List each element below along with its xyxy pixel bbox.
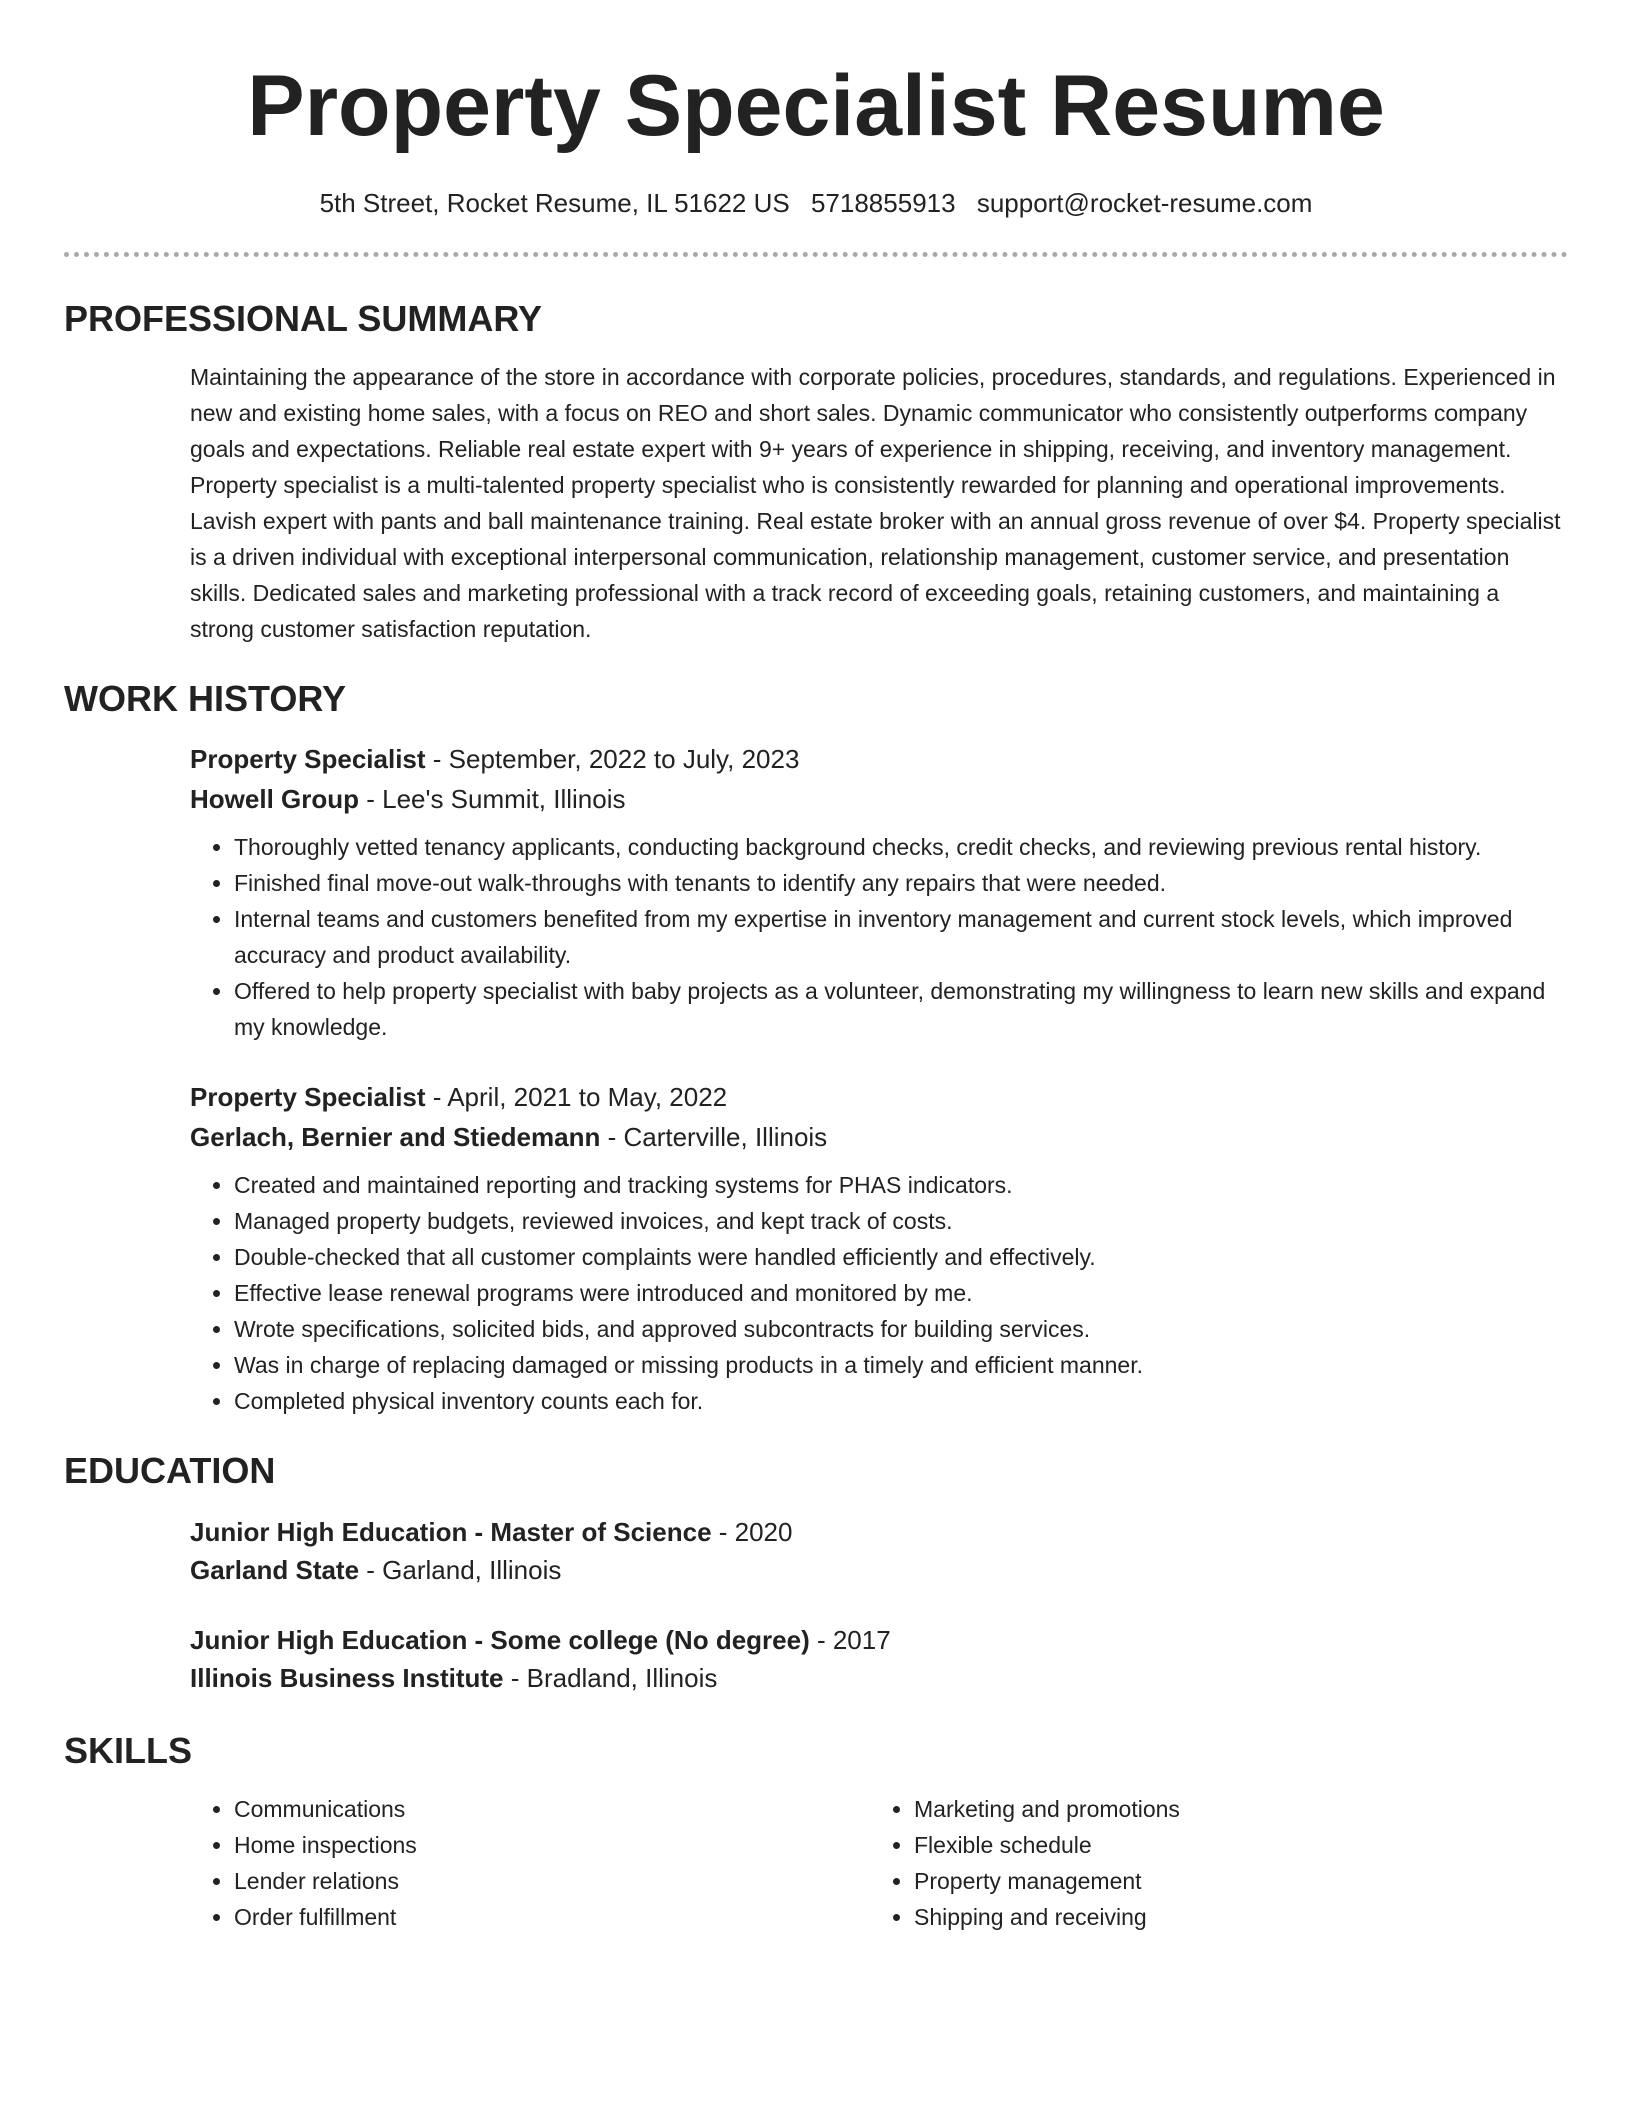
job-entry (190, 1077, 1568, 1419)
work-history-section (190, 739, 1568, 1419)
list-item: • Completed physical inventory counts each for. (234, 1383, 1568, 1419)
skills-section (190, 1791, 1568, 1935)
education-school: Illinois Business Institute (190, 1663, 504, 1693)
job-company: Gerlach, Bernier and Stiedemann (190, 1122, 601, 1152)
skill-item: • Shipping and receiving (914, 1899, 1550, 1935)
job-company-line (190, 1117, 1568, 1157)
page-title: Property Specialist Resume (247, 58, 1385, 154)
education-entry (190, 1621, 1568, 1697)
education-degree: Junior High Education - Master of Science (190, 1517, 712, 1547)
education-location: - Garland, Illinois (359, 1555, 562, 1585)
skill-item: • Marketing and promotions (914, 1791, 1550, 1827)
list-item: • Wrote specifications, solicited bids, and approved subcontracts for building services. (234, 1311, 1568, 1347)
job-company-line (190, 779, 1568, 819)
contact-email: support@rocket-resume.com (976, 188, 1313, 218)
skills-column-right (870, 1791, 1550, 1935)
skill-item: • Communications (234, 1791, 870, 1827)
contact-phone: 5718855913 (810, 188, 956, 218)
education-year: - 2017 (809, 1625, 891, 1655)
education-location: - Bradland, Illinois (503, 1663, 718, 1693)
list-item: • Double-checked that all customer complaints were handled efficiently and effectively. (234, 1239, 1568, 1275)
job-entry (190, 739, 1568, 1045)
skills-list-left (190, 1791, 870, 1935)
job-bullets (190, 1167, 1568, 1419)
list-item: • Finished final move-out walk-throughs with tenants to identify any repairs that were needed. (234, 865, 1568, 901)
summary-text: Maintaining the appearance of the store in accordance with corporate policies, procedures, standards, and regulations. Experienced in new and existing home sales, with a focus on REO and short sales. Dynamic communicator who consistently outperforms company goals and expectations. Reliable real estate expert with 9+ years of experience in shipping, receiving, and inventory management. Property specialist is a multi-talented property specialist who is consistently rewarded for planning and operational improvements. Lavish expert with pants and ball maintenance training. Real estate broker with an annual gross revenue of over $4. Property specialist is a driven individual with exceptional interpersonal communication, relationship management, customer service, and presentation skills. Dedicated sales and marketing professional with a track record of exceeding goals, retaining customers, and maintaining a strong customer satisfaction reputation. (190, 364, 1561, 642)
education-degree-line (190, 1513, 1568, 1551)
summary-heading: PROFESSIONAL SUMMARY (64, 298, 543, 339)
list-item: • Thoroughly vetted tenancy applicants, conducting background checks, credit checks, and reviewing previous rental history. (234, 829, 1568, 865)
job-dates: - April, 2021 to May, 2022 (425, 1082, 728, 1112)
education-school-line (190, 1551, 1568, 1589)
job-location: - Carterville, Illinois (600, 1122, 828, 1152)
list-item: • Offered to help property specialist with baby projects as a volunteer, demonstrating my willingness to learn new skills and expand my knowledge. (234, 973, 1568, 1045)
job-title-line (190, 739, 1568, 779)
header-divider (64, 252, 1568, 257)
job-company: Howell Group (190, 784, 359, 814)
list-item: • Effective lease renewal programs were introduced and monitored by me. (234, 1275, 1568, 1311)
contact-address: 5th Street, Rocket Resume, IL 51622 US (319, 188, 790, 218)
education-degree-line (190, 1621, 1568, 1659)
education-section (190, 1513, 1568, 1697)
skill-item: • Flexible schedule (914, 1827, 1550, 1863)
contact-line (64, 186, 1568, 220)
skill-item: • Order fulfillment (234, 1899, 870, 1935)
list-item: • Internal teams and customers benefited from my expertise in inventory management and current stock levels, which improved accuracy and product availability. (234, 901, 1568, 973)
list-item: • Managed property budgets, reviewed invoices, and kept track of costs. (234, 1203, 1568, 1239)
list-item: • Created and maintained reporting and tracking systems for PHAS indicators. (234, 1167, 1568, 1203)
job-dates: - September, 2022 to July, 2023 (425, 744, 800, 774)
education-entry (190, 1513, 1568, 1589)
work-history-heading: WORK HISTORY (64, 678, 347, 719)
job-bullets (190, 829, 1568, 1045)
summary-section (190, 359, 1568, 647)
skill-item: • Lender relations (234, 1863, 870, 1899)
skills-column-left (190, 1791, 870, 1935)
education-year: - 2020 (711, 1517, 793, 1547)
education-school: Garland State (190, 1555, 360, 1585)
education-degree: Junior High Education - Some college (No degree) (190, 1625, 810, 1655)
job-location: - Lee's Summit, Illinois (359, 784, 626, 814)
job-title: Property Specialist (190, 744, 426, 774)
skill-item: • Home inspections (234, 1827, 870, 1863)
skills-list-right (870, 1791, 1550, 1935)
education-heading: EDUCATION (64, 1450, 276, 1491)
list-item: • Was in charge of replacing damaged or missing products in a timely and efficient manner. (234, 1347, 1568, 1383)
job-title: Property Specialist (190, 1082, 426, 1112)
skills-heading: SKILLS (64, 1730, 193, 1771)
skill-item: • Property management (914, 1863, 1550, 1899)
job-title-line (190, 1077, 1568, 1117)
education-school-line (190, 1659, 1568, 1697)
